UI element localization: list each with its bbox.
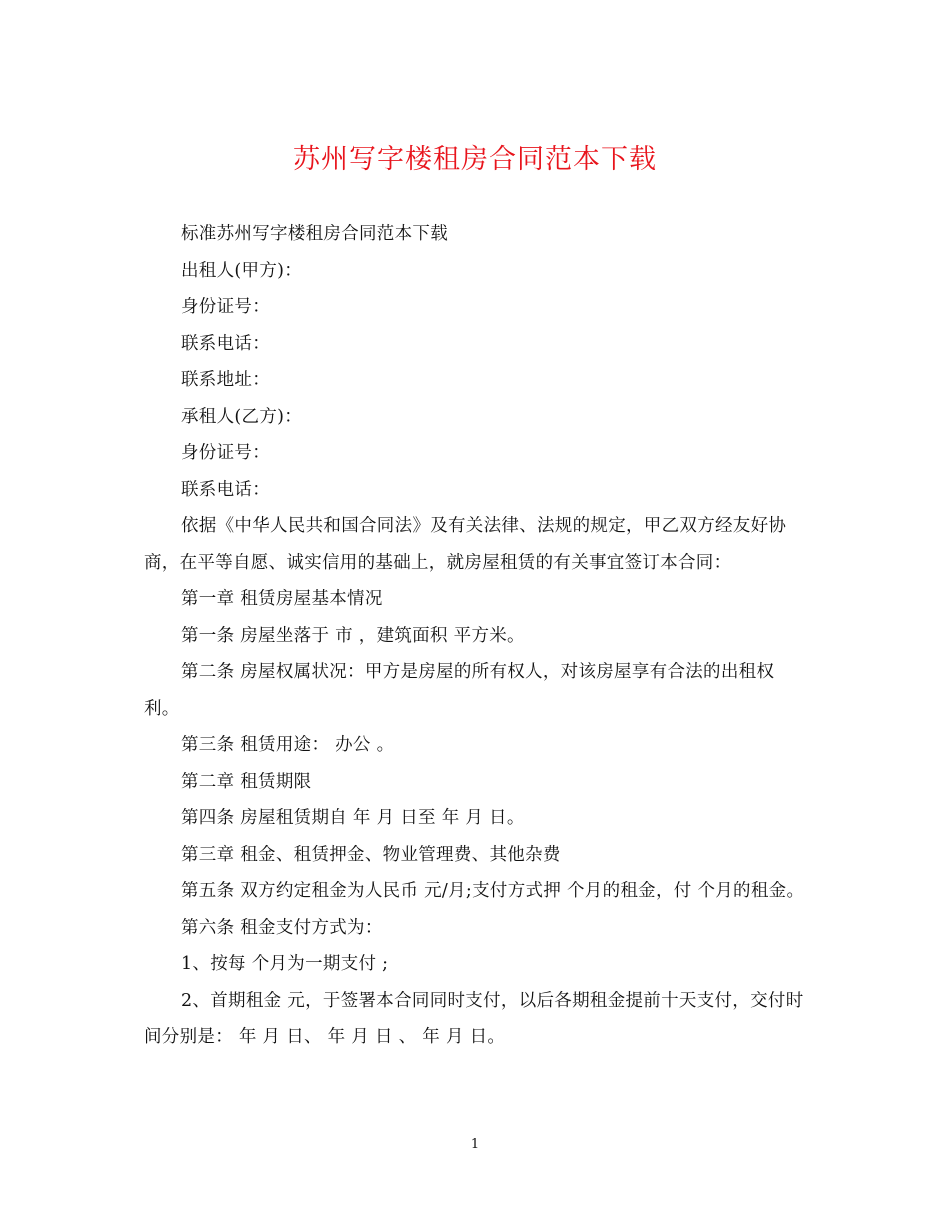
article-6-item-1: 1、按每 个月为一期支付 ;: [181, 954, 389, 974]
article-6: 第六条 租金支付方式为：: [181, 917, 383, 938]
paragraph-lessor-id: 身份证号：: [181, 297, 270, 317]
paragraph-intro: 标准苏州写字楼租房合同范本下载: [181, 224, 448, 244]
paragraph-lessor: 出租人(甲方)：: [181, 260, 303, 281]
document-title: 苏州写字楼租房合同范本下载: [293, 144, 657, 175]
paragraph-lessor-address: 联系地址：: [181, 370, 270, 390]
paragraph-lessor-phone: 联系电话：: [181, 333, 270, 354]
article-5: 第五条 双方约定租金为人民币 元/月;支付方式押 个月的租金，付 个月的租金。: [181, 881, 805, 901]
article-6-item-2: 2、首期租金 元，于签署本合同同时支付，以后各期租金提前十天支付，交付时间分别是： 年 月 日、 年 月 日 、 年 月 日。: [144, 990, 804, 1047]
article-4: 第四条 房屋租赁期自 年 月 日至 年 月 日。: [181, 808, 525, 828]
article-1: 第一条 房屋坐落于 市 ，建筑面积 平方米。: [181, 625, 525, 646]
paragraph-preamble: 依据《中华人民共和国合同法》及有关法律、法规的规定，甲乙双方经友好协商，在平等自愿、诚实信用的基础上，就房屋租赁的有关事宜签订本合同：: [144, 516, 787, 573]
chapter-2-heading: 第二章 租赁期限: [181, 771, 312, 792]
chapter-1-heading: 第一章 租赁房屋基本情况: [181, 589, 383, 609]
page-number: 1: [470, 1137, 480, 1152]
document-body: [144, 216, 808, 1056]
chapter-3-heading: 第三章 租金、租赁押金、物业管理费、其他杂费: [181, 844, 561, 865]
article-3: 第三条 租赁用途： 办公 。: [181, 735, 395, 755]
paragraph-lessee-id: 身份证号：: [181, 443, 270, 463]
paragraph-lessee-phone: 联系电话：: [181, 479, 270, 500]
article-2: 第二条 房屋权属状况：甲方是房屋的所有权人，对该房屋享有合法的出租权利。: [144, 662, 775, 719]
paragraph-lessee: 承租人(乙方)：: [181, 406, 303, 427]
